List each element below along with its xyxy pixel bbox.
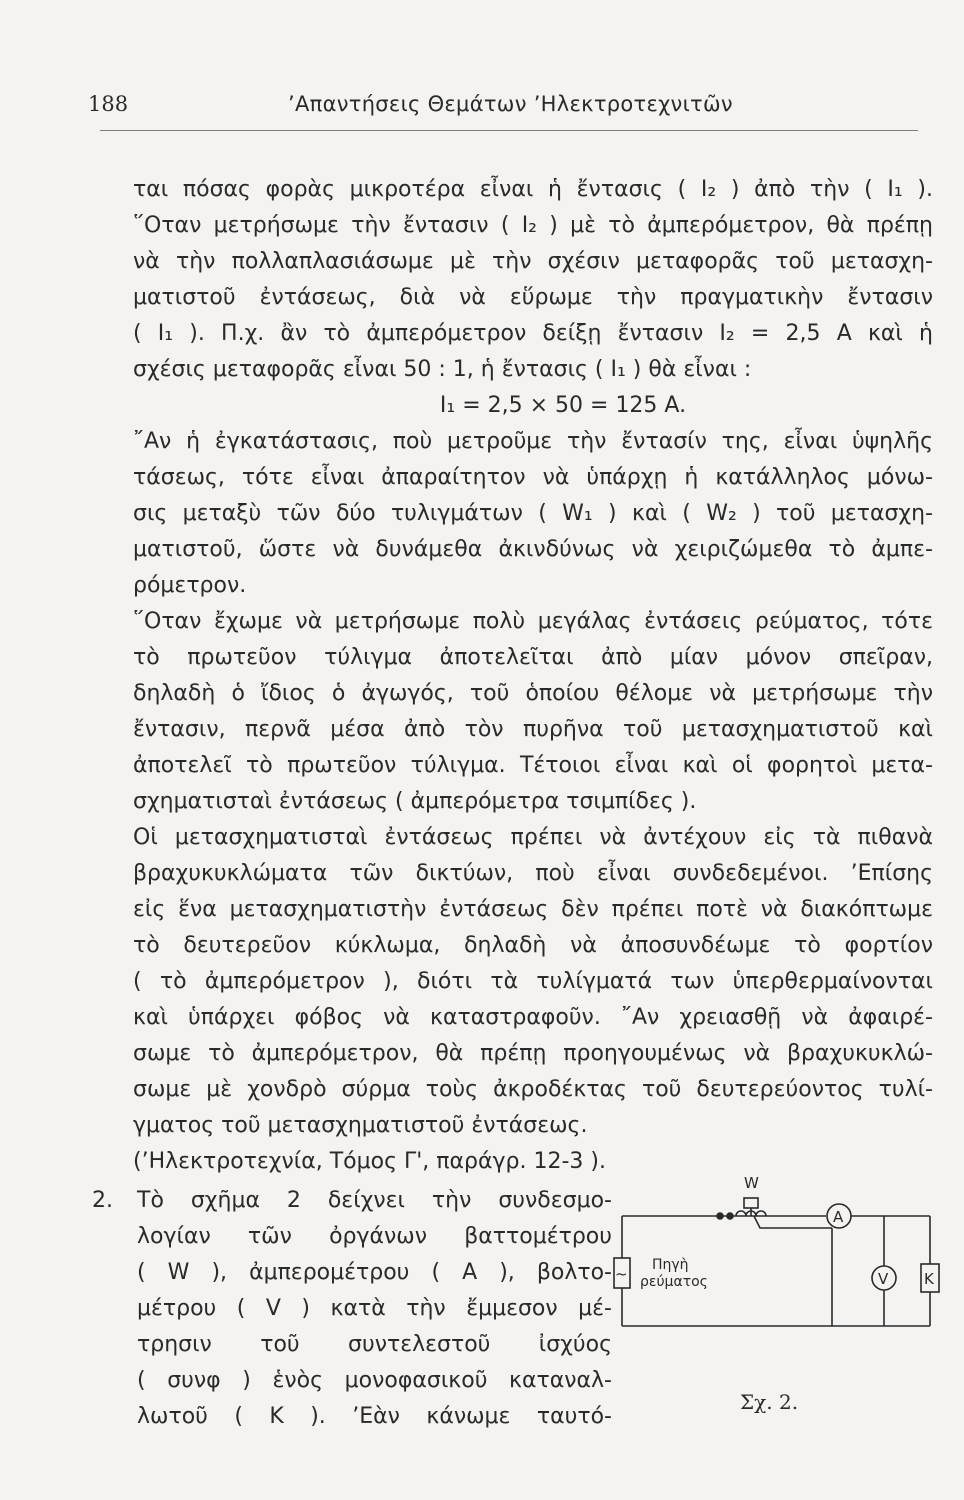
item-line: ( W ), ἀμπερομέτρου ( A ), βολτο- [137,1260,612,1285]
text-line: σωμε τὸ ἀμπερόμετρον, θὰ πρέπῃ προηγουμένως νὰ βραχυκυκλώ- [133,1041,933,1066]
text-line: σχηματισταὶ ἐντάσεως ( ἀμπερόμετρα τσιμπίδες ). [133,789,697,814]
figure-caption: Σχ. 2. [740,1390,799,1414]
text-line: ἔντασιν, περνᾶ μέσα ἀπὸ τὸν πυρῆνα τοῦ μετασχηματιστοῦ καὶ [133,717,933,742]
text-line: ῞Οταν μετρήσωμε τὴν ἔντασιν ( I₂ ) μὲ τὸ ἀμπερόμετρον, θὰ πρέπῃ [133,213,933,238]
text-line: σωμε μὲ χονδρὸ σύρμα τοὺς ἀκροδέκτας τοῦ δευτερεύοντος τυλί- [133,1077,933,1102]
source-label-line2: ρεύματος [640,1274,708,1290]
text-line: ῎Αν ἡ ἐγκατάστασις, ποὺ μετροῦμε τὴν ἔντασίν της, εἶναι ὑψηλῆς [133,429,933,454]
voltmeter-label: V [878,1270,889,1288]
text-line: γματος τοῦ μετασχηματιστοῦ ἐντάσεως. [133,1113,588,1138]
text-line: ( I₁ ). Π.χ. ἂν τὸ ἀμπερόμετρον δείξῃ ἔντασιν I₂ = 2,5 A καὶ ἡ [133,321,933,346]
text-line: δηλαδὴ ὁ ἴδιος ὁ ἀγωγός, τοῦ ὁποίου θέλομε νὰ μετρήσωμε τὴν [133,681,933,706]
text-line: ( τὸ ἀμπερόμετρον ), διότι τὰ τυλίγματά των ὑπερθερμαίνονται [133,969,933,994]
text-line: τάσεως, τότε εἶναι ἀπαραίτητον νὰ ὑπάρχῃ ἡ κατάλληλος μόνω- [133,465,933,490]
load-label: K [924,1270,934,1288]
item-number: 2. [92,1188,113,1213]
running-title: ’Απαντήσεις Θεμάτων ’Ηλεκτροτεχνιτῶν [288,92,733,116]
text-line: ται πόσας φορὰς μικροτέρα εἶναι ἡ ἔντασις ( I₂ ) ἀπὸ τὴν ( I₁ ). [133,177,933,202]
text-line: ματιστοῦ, ὥστε νὰ δυνάμεθα ἀκινδύνως νὰ χειριζώμεθα τὸ ἀμπε- [133,537,933,562]
page-header [88,92,928,122]
text-line: ῞Οταν ἔχωμε νὰ μετρήσωμε πολὺ μεγάλας ἐντάσεις ρεύματος, τότε [133,609,933,634]
source-label-line1: Πηγὴ [652,1257,689,1273]
ammeter-label: A [833,1208,844,1226]
text-line: ρόμετρον. [133,573,247,598]
page-number: 188 [88,92,129,116]
wire-junction-dot [727,1213,733,1219]
text-line: σις μεταξὺ τῶν δύο τυλιγμάτων ( W₁ ) καὶ ( W₂ ) τοῦ μετασχη- [133,501,933,526]
text-line: ἀποτελεῖ τὸ πρωτεῦον τύλιγμα. Τέτοιοι εἶναι καὶ οἱ φορητοὶ μετα- [133,753,933,778]
text-line: εἰς ἕνα μετασχηματιστὴν ἐντάσεως δὲν πρέπει ποτὲ νὰ διακόπτωμε [133,897,933,922]
text-line: τὸ δευτερεῦον κύκλωμα, δηλαδὴ νὰ ἀποσυνδέωμε τὸ φορτίον [133,933,933,958]
text-line: βραχυκυκλώματα τῶν δικτύων, ποὺ εἶναι συνδεδεμένοι. ’Επίσης [133,861,933,886]
wire-junction-dot [717,1213,723,1219]
equation-line: I₁ = 2,5 × 50 = 125 A. [439,393,687,418]
item-line: τρησιν τοῦ συντελεστοῦ ἰσχύος [137,1332,612,1357]
item-line: μέτρου ( V ) κατὰ τὴν ἔμμεσον μέ- [137,1296,612,1321]
text-line: νὰ τὴν πολλαπλασιάσωμε μὲ τὴν σχέσιν μεταφορᾶς τοῦ μετασχη- [133,249,933,274]
main-text [133,172,933,1180]
wattmeter-label: W [744,1174,759,1192]
item-line: ( συνφ ) ἑνὸς μονοφασικοῦ καταναλ- [137,1368,612,1393]
text-line: Οἱ μετασχηματισταὶ ἐντάσεως πρέπει νὰ ἀντέχουν εἰς τὰ πιθανὰ [133,825,933,850]
item-line: λωτοῦ ( K ). ’Εὰν κάνωμε ταυτό- [137,1404,612,1429]
item-line: λογίαν τῶν ὀργάνων βαττομέτρου [137,1224,612,1249]
item-text [137,1183,612,1435]
citation-line: (’Ηλεκτροτεχνία, Τόμος Γ', παράγρ. 12-3 ). [133,1149,606,1174]
item-line: Τὸ σχῆμα 2 δείχνει τὴν συνδεσμο- [137,1188,612,1213]
text-line: σχέσις μεταφορᾶς εἶναι 50 : 1, ἡ ἔντασις ( I₁ ) θὰ εἶναι : [133,357,752,382]
text-line: τὸ πρωτεῦον τύλιγμα ἀποτελεῖται ἀπὸ μίαν μόνον σπεῖραν, [133,645,933,670]
text-line: καὶ ὑπάρχει φόβος νὰ καταστραφοῦν. ῎Αν χρειασθῇ νὰ ἀφαιρέ- [133,1005,933,1030]
text-line: ματιστοῦ ἐντάσεως, διὰ νὰ εὕρωμε τὴν πραγματικὴν ἔντασιν [133,285,933,310]
header-rule [100,130,918,131]
wattmeter-box [744,1198,758,1208]
source-symbol: ~ [615,1265,628,1283]
wattmeter-voltage-lead [754,1216,832,1228]
